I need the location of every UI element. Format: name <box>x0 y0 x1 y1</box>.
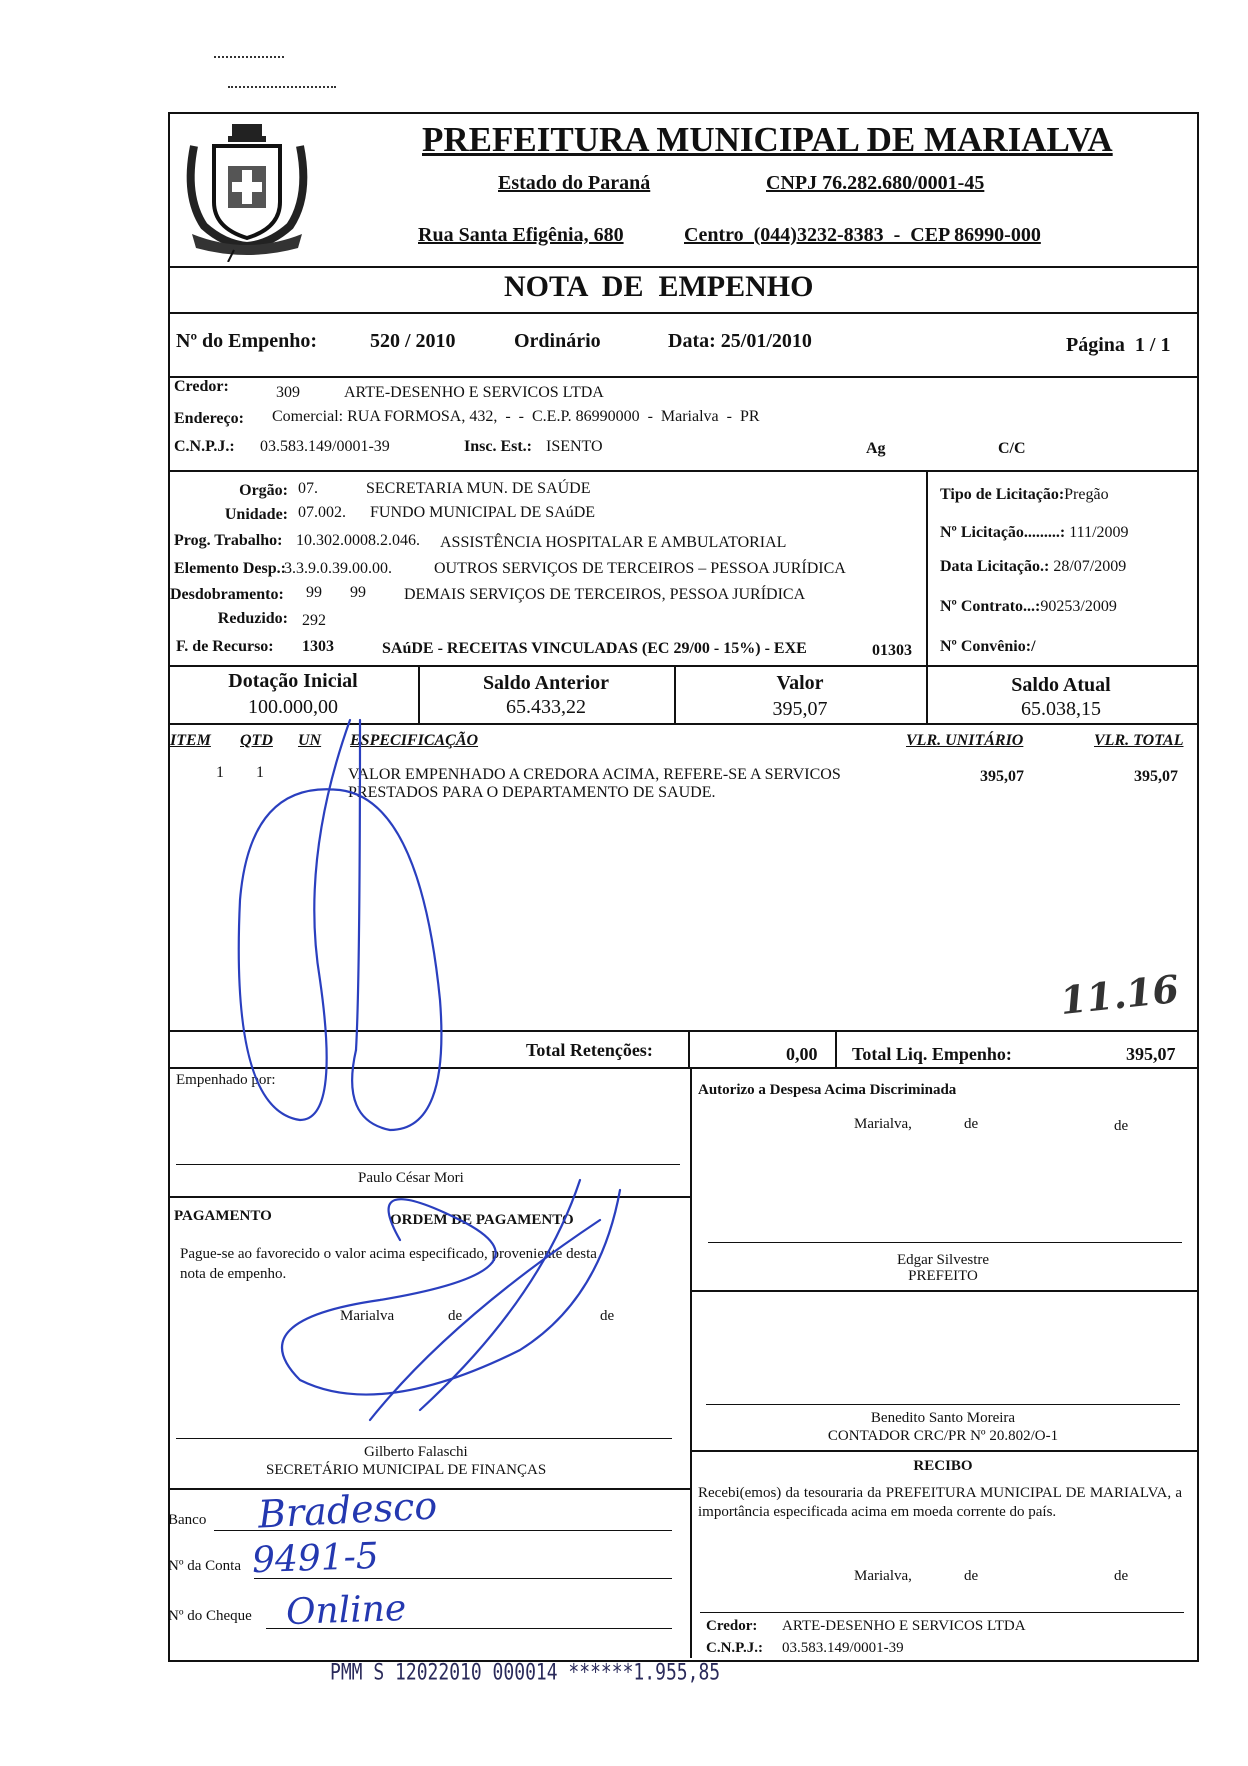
signature-line <box>700 1612 1184 1613</box>
insc-value: ISENTO <box>546 438 603 455</box>
prog-code: 10.302.0008.2.046. <box>296 532 420 549</box>
reduzido-label: Reduzido: <box>217 610 288 627</box>
col-header-spec: ESPECIFICAÇÃO <box>350 732 479 749</box>
credor-name: ARTE-DESENHO E SERVICOS LTDA <box>344 384 604 401</box>
empenho-number: 520 / 2010 <box>370 330 456 352</box>
saldo-atual-value: 65.038,15 <box>1021 698 1101 720</box>
recurso-name: SAúDE - RECEITAS VINCULADAS (EC 29/00 - 15%) - EXE <box>382 640 807 657</box>
recibo-de2: de <box>1114 1568 1129 1584</box>
valor-label: Valor <box>776 672 824 694</box>
address-label: Endereço: <box>174 410 244 427</box>
prog-name: ASSISTÊNCIA HOSPITALAR E AMBULATORIAL <box>440 534 787 551</box>
row-unit: 395,07 <box>980 768 1024 785</box>
col-header-item: ITEM <box>170 732 211 749</box>
autorizo-de1: de <box>964 1116 979 1132</box>
credor-code: 309 <box>276 384 300 401</box>
numero-licitacao <box>940 524 1129 542</box>
divider <box>690 1450 1197 1452</box>
col-header-un: UN <box>298 732 322 749</box>
divider <box>688 1030 690 1067</box>
row-spec-line2: PRESTADOS PARA O DEPARTAMENTO DE SAUDE. <box>348 784 716 801</box>
autorizo-marialva: Marialva, <box>854 1116 912 1132</box>
recibo-cnpj: 03.583.149/0001-39 <box>782 1640 904 1656</box>
tipo-licitacao <box>940 486 1109 504</box>
ordem-pagamento: ORDEM DE PAGAMENTO <box>390 1212 574 1228</box>
elemento-code: 3.3.9.0.39.00.00. <box>284 560 392 577</box>
signature-line <box>706 1404 1180 1405</box>
recurso-code: 1303 <box>302 638 334 655</box>
cnpj-label: C.N.P.J.: <box>174 438 235 455</box>
header-cnpj: CNPJ 76.282.680/0001-45 <box>766 172 985 194</box>
header-state: Estado do Paraná <box>498 172 651 194</box>
pagamento-de1: de <box>448 1308 463 1324</box>
elemento-label: Elemento Desp.: <box>174 560 286 577</box>
divider <box>168 665 1197 667</box>
prefeito-title: PREFEITO <box>908 1268 978 1284</box>
contador-name: Benedito Santo Moreira <box>870 1410 1016 1426</box>
contador-title: CONTADOR CRC/PR Nº 20.802/O-1 <box>827 1428 1059 1444</box>
divider <box>168 1067 1197 1069</box>
dotacao-inicial-label: Dotação Inicial <box>228 670 358 692</box>
recibo-title: RECIBO <box>913 1458 973 1474</box>
divider <box>168 470 1197 472</box>
recibo-text: Recebi(emos) da tesouraria da PREFEITURA MUNICIPAL DE MARIALVA, a importância especificada acima em moeda corrente do país. <box>698 1485 1182 1520</box>
cc-label: C/C <box>998 440 1026 457</box>
page-number: Página 1 / 1 <box>1066 334 1171 356</box>
elemento-name: OUTROS SERVIÇOS DE TERCEIROS – PESSOA JURÍDICA <box>434 560 846 577</box>
banco-handwritten: Bradesco <box>256 1483 439 1537</box>
credor-cnpj: 03.583.149/0001-39 <box>260 438 390 455</box>
row-spec-line1: VALOR EMPENHADO A CREDORA ACIMA, REFERE-SE A SERVICOS <box>348 766 841 783</box>
col-header-qtd: QTD <box>240 732 273 749</box>
autorizo-de2: de <box>1114 1118 1129 1134</box>
conta-label: Nº da Conta <box>168 1558 241 1574</box>
data-licitacao <box>940 558 1126 576</box>
contrato <box>940 598 1117 616</box>
orgao-name: SECRETARIA MUN. DE SAÚDE <box>366 480 591 497</box>
prog-label: Prog. Trabalho: <box>174 532 283 549</box>
recibo-de1: de <box>964 1568 979 1584</box>
desdobramento-code1: 99 <box>306 584 322 601</box>
total-liq-value: 395,07 <box>1126 1044 1176 1064</box>
empenho-type: Ordinário <box>514 330 601 352</box>
contrato-value: 90253/2009 <box>1040 598 1117 615</box>
orgao-code: 07. <box>298 480 318 497</box>
saldo-anterior-value: 65.433,22 <box>506 696 586 718</box>
divider <box>168 723 1197 725</box>
signature-line <box>708 1242 1182 1243</box>
orgao-label: Orgão: <box>239 482 288 499</box>
autorizo-text: Autorizo a Despesa Acima Discriminada <box>698 1082 957 1098</box>
pagamento-text-line2: nota de empenho. <box>180 1266 287 1282</box>
credor-address: Comercial: RUA FORMOSA, 432, - - C.E.P. 86990000 - Marialva - PR <box>272 408 760 425</box>
divider <box>835 1030 837 1067</box>
pagamento-text-line1: Pague-se ao favorecido o valor acima especificado, proveniente desta <box>180 1246 597 1262</box>
saldo-anterior-label: Saldo Anterior <box>482 672 610 694</box>
pagamento-label: PAGAMENTO <box>174 1208 272 1224</box>
divider <box>168 266 1197 268</box>
tipo-licitacao-label: Tipo de Licitação: <box>940 486 1065 503</box>
recibo-marialva: Marialva, <box>854 1568 912 1584</box>
divider <box>168 312 1197 314</box>
divider <box>168 1030 1197 1032</box>
row-qtd: 1 <box>256 764 264 781</box>
empenho-number-label: Nº do Empenho: <box>176 330 318 352</box>
divider <box>690 1067 692 1658</box>
cheque-handwritten: Online <box>285 1587 407 1634</box>
unidade-name: FUNDO MUNICIPAL DE SAúDE <box>370 504 596 521</box>
header-title: PREFEITURA MUNICIPAL DE MARIALVA <box>422 120 1113 159</box>
valor-value: 395,07 <box>772 698 828 720</box>
saldo-atual-label: Saldo Atual <box>1011 674 1111 696</box>
divider <box>926 470 928 666</box>
pagamento-de2: de <box>600 1308 615 1324</box>
desdobramento-name: DEMAIS SERVIÇOS DE TERCEIROS, PESSOA JURÍDICA <box>404 586 806 603</box>
prefeito-name: Edgar Silvestre <box>896 1252 990 1268</box>
pagamento-marialva: Marialva <box>340 1308 395 1324</box>
numero-licitacao-label: Nº Licitação.........: <box>940 524 1066 541</box>
dotacao-inicial-value: 100.000,00 <box>248 696 338 718</box>
contrato-label: Nº Contrato...: <box>940 598 1041 615</box>
insc-label: Insc. Est.: <box>464 438 533 455</box>
secretario-title: SECRETÁRIO MUNICIPAL DE FINANÇAS <box>266 1462 547 1478</box>
ag-label: Ag <box>866 440 886 457</box>
divider <box>168 1196 692 1198</box>
doc-title: NOTA DE EMPENHO <box>504 270 814 303</box>
banco-label: Banco <box>168 1512 207 1528</box>
row-item: 1 <box>216 764 224 781</box>
scan-mark <box>228 86 336 92</box>
recibo-cnpj-label: C.N.P.J.: <box>706 1640 763 1656</box>
handwritten-note: 11.16 <box>1057 965 1182 1024</box>
total-retencoes-label: Total Retenções: <box>526 1040 653 1060</box>
payment-stamp: PMM S 12022010 000014 ******1.955,85 <box>330 1659 721 1686</box>
secretario-name: Gilberto Falaschi <box>364 1444 468 1460</box>
conta-handwritten: 9491-5 <box>251 1535 380 1582</box>
total-retencoes-value: 0,00 <box>786 1044 818 1064</box>
data-licitacao-label: Data Licitação.: <box>940 558 1050 575</box>
coat-of-arms-logo <box>174 116 320 262</box>
signature-line <box>176 1438 672 1439</box>
numero-licitacao-value: 111/2009 <box>1069 524 1129 541</box>
recurso-code2: 01303 <box>872 642 912 659</box>
scan-mark <box>214 56 284 62</box>
empenhado-name: Paulo César Mori <box>358 1170 464 1186</box>
header-street: Rua Santa Efigênia, 680 <box>418 224 624 246</box>
cheque-label: Nº do Cheque <box>168 1608 252 1624</box>
total-liq-label: Total Liq. Empenho: <box>852 1044 1012 1064</box>
tipo-licitacao-value: Pregão <box>1064 486 1109 503</box>
empenhado-label: Empenhado por: <box>176 1072 276 1088</box>
data-licitacao-value: 28/07/2009 <box>1053 558 1127 575</box>
unidade-code: 07.002. <box>298 504 346 521</box>
convenio-label: Nº Convênio:/ <box>940 638 1036 655</box>
divider <box>690 1290 1197 1292</box>
credor-label: Credor: <box>174 378 229 395</box>
empenho-date: Data: 25/01/2010 <box>668 330 812 352</box>
reduzido-value: 292 <box>302 612 326 629</box>
recurso-label: F. de Recurso: <box>176 638 274 655</box>
col-header-unit: VLR. UNITÁRIO <box>906 732 1024 749</box>
signature-line <box>176 1164 680 1165</box>
desdobramento-label: Desdobramento: <box>170 586 284 603</box>
header-address: Centro (044)3232-8383 - CEP 86990-000 <box>684 224 1041 246</box>
recibo-credor: ARTE-DESENHO E SERVICOS LTDA <box>782 1618 1026 1634</box>
recibo-credor-label: Credor: <box>706 1618 758 1634</box>
divider <box>168 376 1197 378</box>
row-total: 395,07 <box>1134 768 1178 785</box>
unidade-label: Unidade: <box>224 506 288 523</box>
desdobramento-code2: 99 <box>350 584 366 601</box>
col-header-total: VLR. TOTAL <box>1094 732 1184 749</box>
